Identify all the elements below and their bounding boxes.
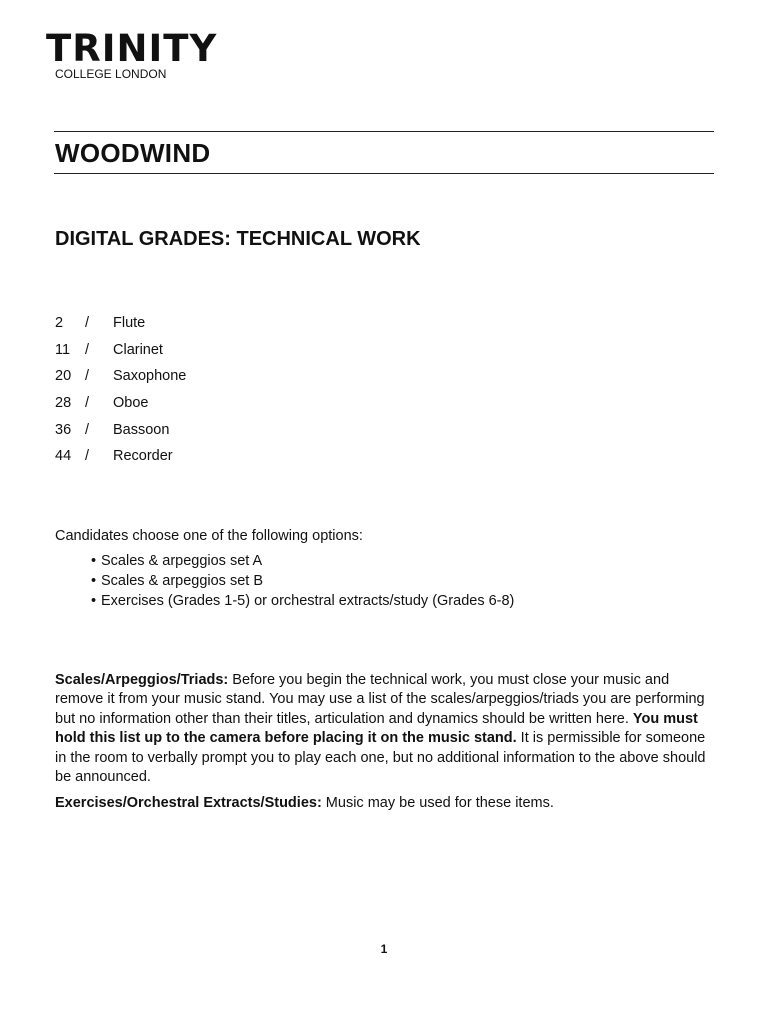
scales-paragraph [55, 671, 715, 787]
option-text: Exercises (Grades 1-5) or orchestral extracts/study (Grades 6-8) [101, 593, 515, 609]
scales-text-1: Before you begin the technical work, you must close your music and remove it from your music stand. You may use a list of the scales/arpeggios/triads you are performing but no information other than their titles, articulation and dynamics should be written here. [55, 672, 705, 727]
toc-separator: / [85, 421, 90, 438]
toc-separator: / [85, 448, 90, 465]
option-text: Scales & arpeggios set A [101, 553, 263, 569]
options-list [55, 551, 514, 611]
toc-instrument: Saxophone [113, 368, 187, 385]
scales-text-2: It is permissible for someone in the room to verbally prompt you to play each one, but no additional information to the above should be announced. [55, 730, 706, 786]
scales-bold-instruction: You must hold this list up to the camera before placing it on the music stand. [55, 710, 698, 747]
title-rule-top [54, 131, 714, 132]
toc-page-number: 11 [55, 341, 71, 358]
toc-instrument: Clarinet [113, 341, 163, 358]
option-text: Scales & arpeggios set B [101, 573, 264, 589]
toc-page-number: 28 [55, 395, 72, 412]
toc-page-number: 44 [55, 448, 72, 465]
toc-instrument: Flute [113, 315, 146, 331]
list-item [55, 551, 514, 571]
page-title: WOODWIND [55, 138, 211, 168]
scales-label: Scales/Arpeggios/Triads: [55, 672, 229, 688]
page-number: 1 [380, 942, 388, 956]
options-intro: Candidates choose one of the following options: [55, 528, 363, 544]
page-subtitle: DIGITAL GRADES: TECHNICAL WORK [55, 228, 421, 250]
toc-instrument: Recorder [113, 448, 173, 465]
exercises-paragraph [55, 794, 715, 813]
bullet-icon: • [91, 553, 97, 569]
toc-separator: / [85, 341, 90, 358]
exercises-label: Exercises/Orchestral Extracts/Studies: [55, 795, 322, 811]
logo-subtitle: COLLEGE LONDON [55, 67, 167, 81]
logo-wordmark: TRINITY [46, 27, 218, 70]
bullet-icon: • [91, 573, 97, 589]
title-rule-bottom [54, 173, 714, 174]
bullet-icon: • [91, 593, 97, 609]
toc-separator: / [85, 315, 90, 331]
list-item [55, 571, 514, 591]
toc-separator: / [85, 395, 90, 412]
list-item [55, 591, 514, 611]
toc-page-number: 36 [55, 421, 72, 438]
toc-page-number: 20 [55, 368, 72, 385]
toc-separator: / [85, 368, 90, 385]
exercises-text: Music may be used for these items. [321, 795, 554, 811]
toc-instrument: Bassoon [113, 421, 170, 438]
trinity-logo [46, 27, 218, 81]
toc-page-number: 2 [55, 315, 64, 331]
toc-instrument: Oboe [113, 395, 149, 412]
